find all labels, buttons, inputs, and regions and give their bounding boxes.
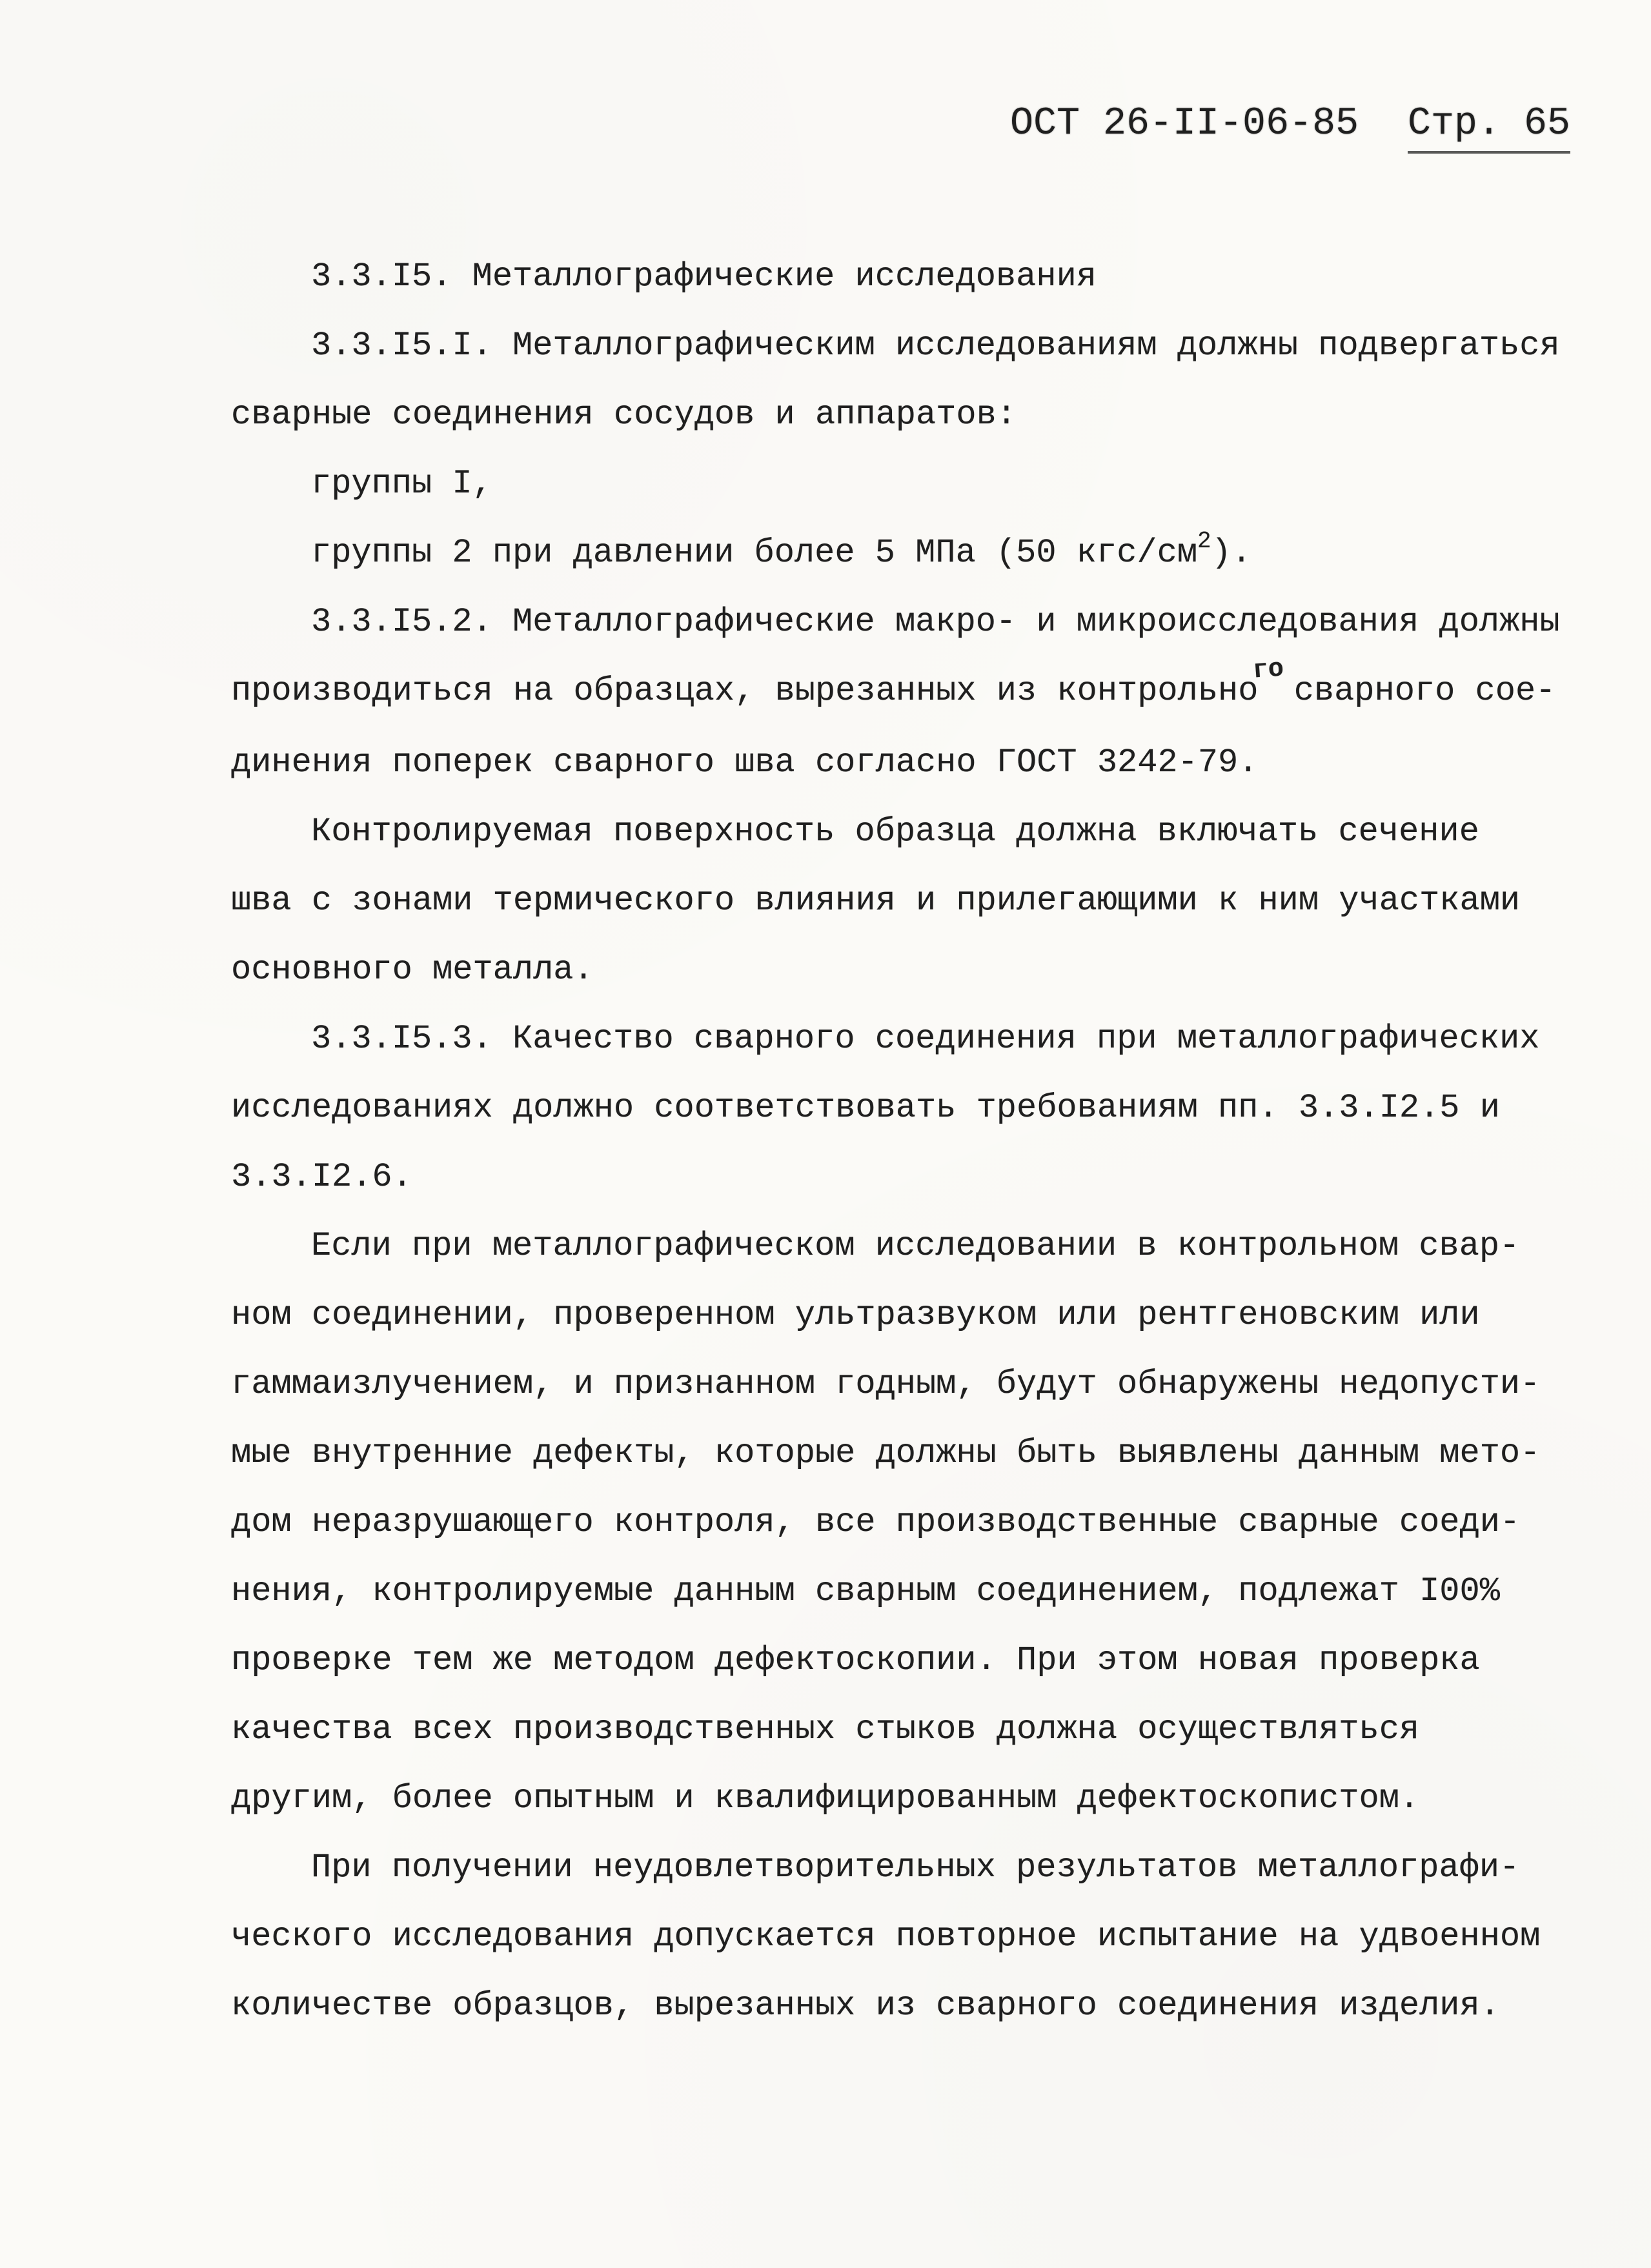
text-line: гаммаизлучением, и признанном годным, будут обнаружены недопусти- xyxy=(231,1365,1541,1403)
text-line: 3.3.I5.I. Металлографическим исследованиям должны подвергаться xyxy=(311,327,1560,365)
text-line: сварные соединения сосудов и аппаратов: xyxy=(231,396,1017,434)
text-line: шва с зонами термического влияния и прилегающими к ним участками xyxy=(231,882,1521,920)
text-line xyxy=(231,656,1564,728)
text-line: динения поперек сварного шва согласно ГОСТ 3242-79. xyxy=(231,744,1259,782)
text-line: ном соединении, проверенном ультразвуком или рентгеновским или xyxy=(231,1296,1480,1334)
text-line: мые внутренние дефекты, которые должны быть выявлены данным мето- xyxy=(231,1434,1541,1472)
text-line: другим, более опытным и квалифицированным дефектоскопистом. xyxy=(231,1779,1420,1817)
text-line: нения, контролируемые данным сварным соединением, подлежат I00% xyxy=(231,1572,1500,1610)
superscript-2: 2 xyxy=(1197,528,1211,554)
text-line: ческого исследования допускается повторное испытание на удвоенном xyxy=(231,1918,1541,1956)
line-text: ). xyxy=(1211,534,1252,572)
text-line: группы I, xyxy=(311,465,492,503)
text-line: 3.3.I5.3. Качество сварного соединения при металлографических xyxy=(311,1020,1540,1058)
text-line: Контролируемая поверхность образца должна включать сечение xyxy=(311,813,1479,851)
handwritten-correction: го xyxy=(1251,654,1285,686)
page-number: Стр. 65 xyxy=(1408,102,1570,154)
text-line: исследованиях должно соответствовать требованиям пп. 3.3.I2.5 и xyxy=(231,1089,1500,1127)
text-line: проверке тем же методом дефектоскопии. При этом новая проверка xyxy=(231,1641,1480,1679)
line-text: сварного сое- xyxy=(1273,672,1556,710)
text-line: 3.3.I5. Металлографические исследования xyxy=(311,258,1097,296)
text-line: качества всех производственных стыков должна осуществляться xyxy=(231,1710,1420,1748)
text-block xyxy=(231,242,1564,2040)
text-line: Если при металлографическом исследовании в контрольном свар- xyxy=(311,1227,1520,1265)
text-line: 3.3.I5.2. Металлографические макро- и микроисследования должны xyxy=(311,603,1560,641)
page-header xyxy=(1010,102,1570,154)
text-line: 3.3.I2.6. xyxy=(231,1158,412,1196)
line-text: группы 2 при давлении более 5 МПа (50 кгс/см xyxy=(311,534,1198,572)
text-line: дом неразрушающего контроля, все производственные сварные соеди- xyxy=(231,1503,1521,1541)
line-text: производиться на образцах, вырезанных из контрольно xyxy=(231,672,1259,710)
doc-number: ОСТ 26-II-06-85 xyxy=(1010,102,1359,146)
text-line: основного металла. xyxy=(231,951,594,989)
text-line xyxy=(231,518,1564,587)
text-line: При получении неудовлетворительных результатов металлографи- xyxy=(311,1848,1520,1887)
text-line: количестве образцов, вырезанных из сварного соединения изделия. xyxy=(231,1987,1500,2025)
